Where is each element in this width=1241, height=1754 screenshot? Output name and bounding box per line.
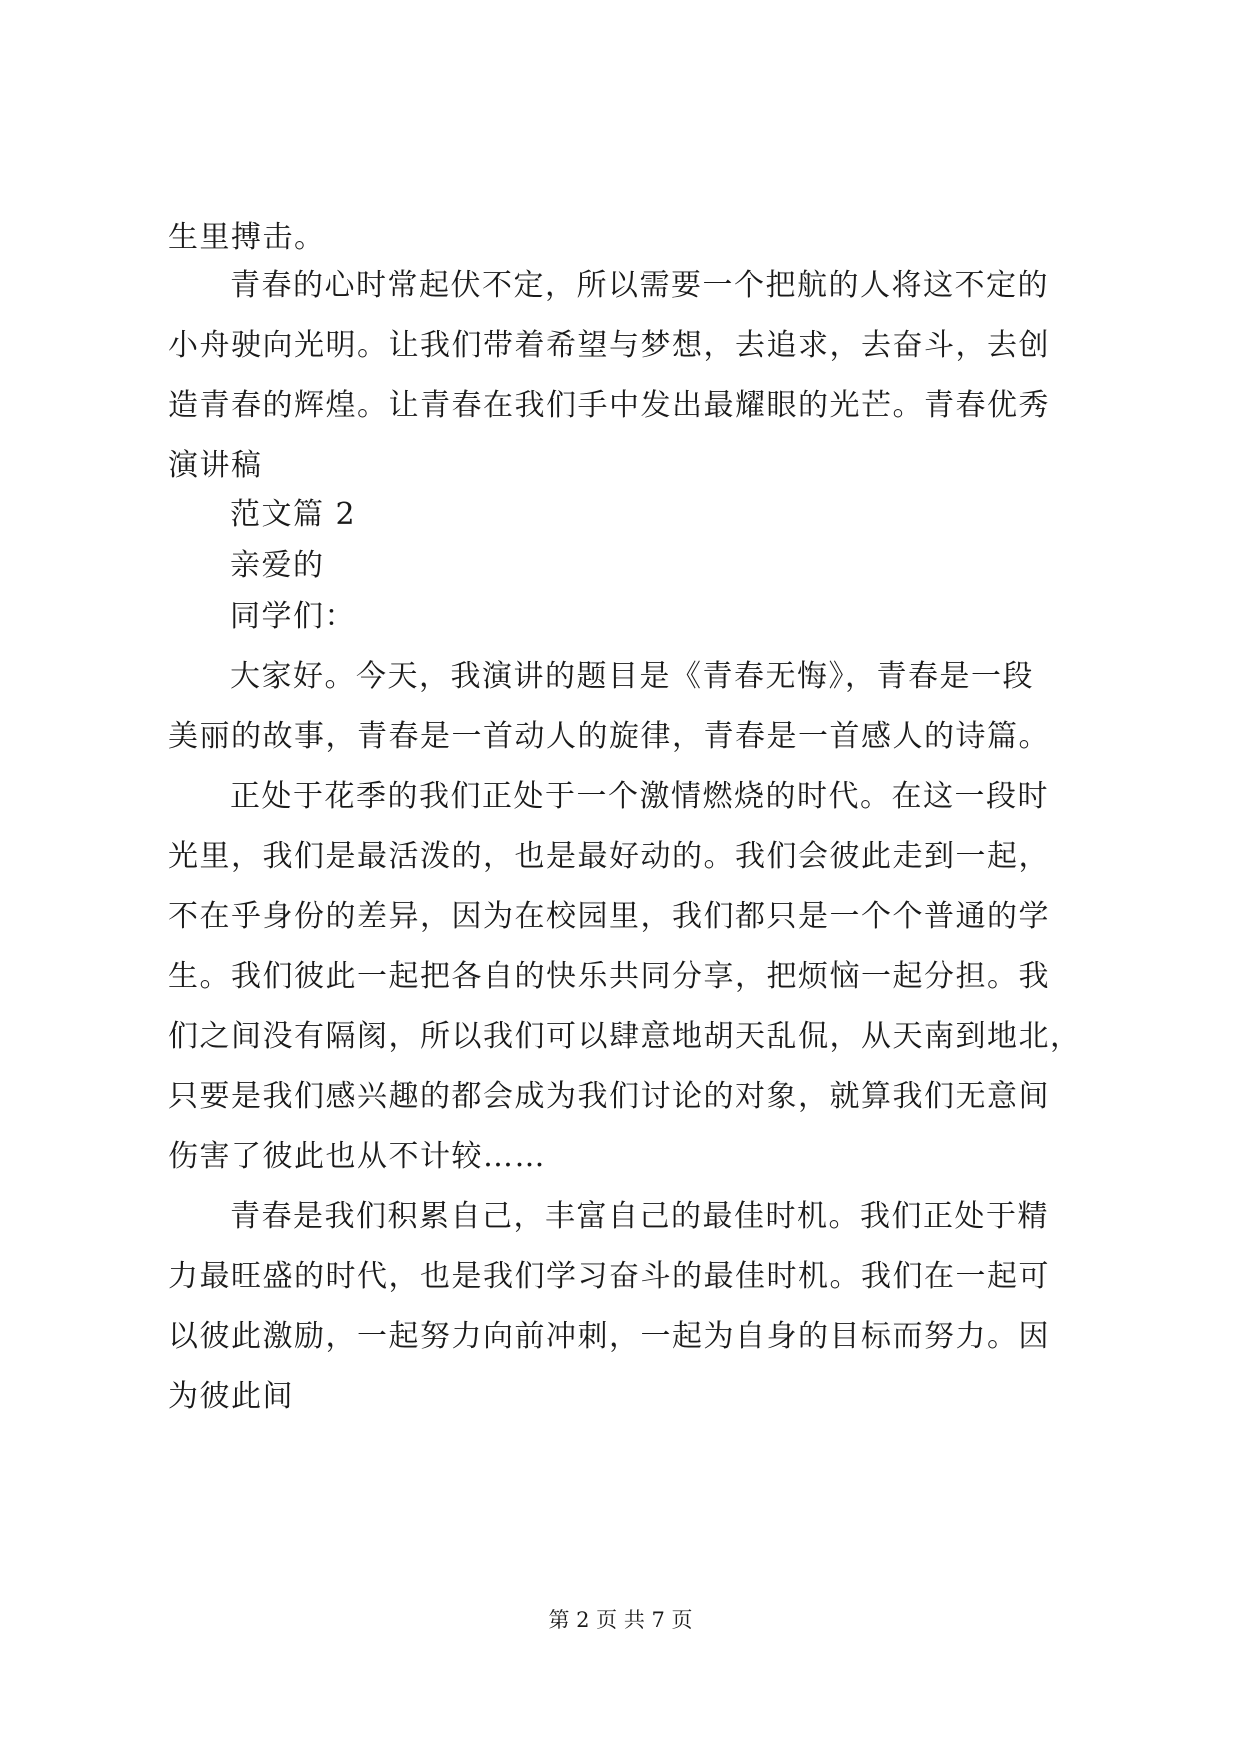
text-line: 造青春的辉煌。让青春在我们手中发出最耀眼的光芒。青春优秀 (168, 388, 1050, 423)
text-line: 生。我们彼此一起把各自的快乐共同分享，把烦恼一起分担。我 (168, 959, 1050, 994)
text-line: 小舟驶向光明。让我们带着希望与梦想，去追求，去奋斗，去创 (168, 328, 1050, 363)
text-line: 青春的心时常起伏不定，所以需要一个把航的人将这不定的 (230, 268, 1049, 303)
text-line: 青春是我们积累自己，丰富自己的最佳时机。我们正处于精 (230, 1199, 1049, 1234)
text-line: 只要是我们感兴趣的都会成为我们讨论的对象，就算我们无意间 (168, 1079, 1050, 1114)
text-line: 美丽的故事，青春是一首动人的旋律，青春是一首感人的诗篇。 (168, 719, 1050, 754)
text-line: 范文篇 2 (230, 497, 357, 532)
text-line: 以彼此激励，一起努力向前冲刺，一起为自身的目标而努力。因 (168, 1319, 1050, 1354)
text-line: 们之间没有隔阂，所以我们可以肆意地胡天乱侃，从天南到地北， (168, 1019, 1082, 1054)
text-line: 为彼此间 (168, 1379, 294, 1414)
text-line: 大家好。今天，我演讲的题目是《青春无悔》，青春是一段 (230, 659, 1034, 694)
text-line: 演讲稿 (168, 448, 263, 483)
text-line: 不在乎身份的差异，因为在校园里，我们都只是一个个普通的学 (168, 899, 1050, 934)
page-footer: 第 2 页 共 7 页 (548, 1608, 693, 1632)
text-line: 亲爱的 (230, 548, 325, 583)
text-line: 生里搏击。 (168, 220, 326, 255)
text-line: 力最旺盛的时代，也是我们学习奋斗的最佳时机。我们在一起可 (168, 1259, 1050, 1294)
text-line: 光里，我们是最活泼的，也是最好动的。我们会彼此走到一起， (168, 839, 1050, 874)
text-line: 伤害了彼此也从不计较…… (168, 1139, 546, 1174)
text-line: 正处于花季的我们正处于一个激情燃烧的时代。在这一段时 (230, 779, 1049, 814)
text-line: 同学们： (230, 599, 356, 634)
